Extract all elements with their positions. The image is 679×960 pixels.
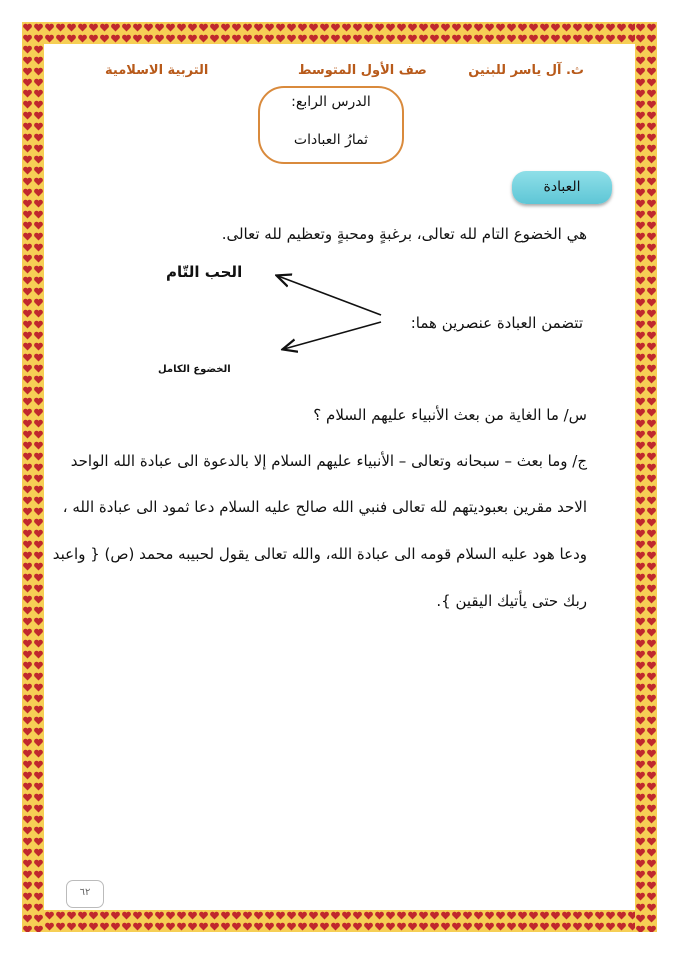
answer-line: ربك حتى يأتيك اليقين }. [436, 592, 587, 610]
lesson-number: الدرس الرابع: [291, 94, 371, 110]
definition-text: هي الخضوع التام لله تعالى، برغبةٍ ومحبةٍ وتعظيم لله تعالى. [221, 225, 587, 243]
arrow-to-submission [284, 322, 381, 349]
lesson-title: ثمارُ العبادات [293, 132, 369, 148]
element-submission-label: الخضوع الكامل [158, 364, 231, 375]
element-love-label: الحب التّام [166, 263, 243, 281]
answer-line: الاحد مقرين بعبوديتهم لله تعالى فنبي الله صالح عليه السلام دعا ثمود الى عبادة الله ، [62, 498, 587, 516]
elements-intro-text: تتضمن العبادة عنصرين هما: [410, 314, 583, 332]
page-number: ٦٢ [66, 880, 104, 908]
header-subject: التربية الاسلامية [105, 63, 209, 78]
question-text: س/ ما الغاية من بعث الأنبياء عليهم السلام ؟ [313, 406, 587, 424]
header-school: ث. آل ياسر للبنين [468, 63, 584, 78]
header-grade: صف الأول المتوسط [298, 63, 427, 78]
answer-line: ودعا هود عليه السلام قومه الى عبادة الله، والله تعالى يقول لحبيبه محمد (ص) { واعبد [52, 545, 587, 563]
answer-line: ج/ وما بعث – سبحانه وتعالى – الأنبياء عليهم السلام إلا بالدعوة الى عبادة الله الواحد [70, 452, 587, 470]
arrow-to-love [278, 276, 381, 315]
section-heading-pill: العبادة [512, 171, 612, 204]
